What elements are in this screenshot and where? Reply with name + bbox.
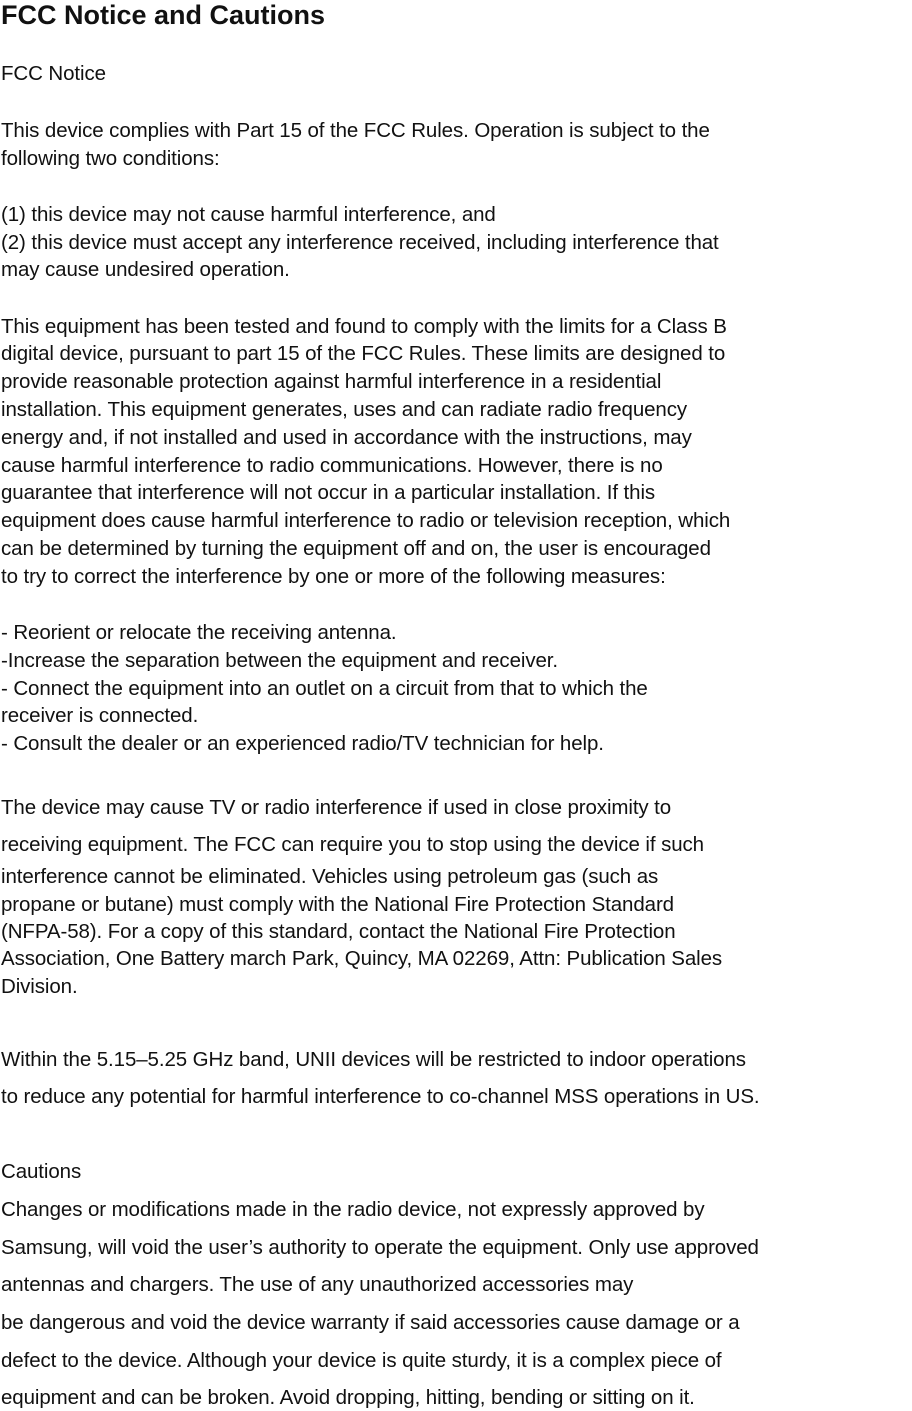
proximity-line: (NFPA-58). For a copy of this standard, contact the National Fire Protection	[1, 920, 676, 943]
equipment-line: digital device, pursuant to part 15 of the FCC Rules. These limits are designed to	[1, 342, 726, 365]
equipment-line: provide reasonable protection against harmful interference in a residential	[1, 370, 662, 393]
proximity-line: Association, One Battery march Park, Quincy, MA 02269, Attn: Publication Sales	[1, 947, 723, 970]
cautions-line: be dangerous and void the device warranty if said accessories cause damage or a	[1, 1311, 740, 1334]
condition-line: may cause undesired operation.	[1, 258, 290, 281]
equipment-line: guarantee that interference will not occur in a particular installation. If this	[1, 481, 656, 504]
equipment-line: can be determined by turning the equipment off and on, the user is encouraged	[1, 537, 711, 560]
proximity-line: interference cannot be eliminated. Vehicles using petroleum gas (such as	[1, 865, 659, 888]
fcc-notice-heading: FCC Notice	[1, 62, 106, 85]
cautions-line: equipment and can be broken. Avoid dropping, hitting, bending or sitting on it.	[1, 1386, 695, 1409]
intro-line: following two conditions:	[1, 147, 220, 170]
equipment-line: equipment does cause harmful interference to radio or television reception, which	[1, 509, 731, 532]
condition-line: (2) this device must accept any interference received, including interference that	[1, 231, 719, 254]
page-title: FCC Notice and Cautions	[1, 0, 326, 30]
condition-line: (1) this device may not cause harmful interference, and	[1, 203, 496, 226]
equipment-line: installation. This equipment generates, uses and can radiate radio frequency	[1, 398, 688, 421]
cautions-line: Changes or modifications made in the radio device, not expressly approved by	[1, 1198, 705, 1221]
measure-line: - Reorient or relocate the receiving antenna.	[1, 621, 397, 644]
measure-line: receiver is connected.	[1, 704, 199, 727]
measure-line: - Connect the equipment into an outlet on a circuit from that to which the	[1, 677, 648, 700]
measure-line: - Consult the dealer or an experienced radio/TV technician for help.	[1, 732, 604, 755]
cautions-heading: Cautions	[1, 1160, 82, 1183]
unii-line: to reduce any potential for harmful interference to co-channel MSS operations in US.	[1, 1085, 760, 1108]
cautions-line: Samsung, will void the user’s authority to operate the equipment. Only use approved	[1, 1236, 759, 1259]
proximity-line: receiving equipment. The FCC can require you to stop using the device if such	[1, 833, 704, 856]
measure-line: -Increase the separation between the equipment and receiver.	[1, 649, 558, 672]
equipment-line: cause harmful interference to radio communications. However, there is no	[1, 454, 663, 477]
equipment-line: This equipment has been tested and found to comply with the limits for a Class B	[1, 315, 727, 338]
equipment-line: energy and, if not installed and used in accordance with the instructions, may	[1, 426, 692, 449]
proximity-line: The device may cause TV or radio interference if used in close proximity to	[1, 796, 672, 819]
proximity-line: propane or butane) must comply with the National Fire Protection Standard	[1, 893, 674, 916]
cautions-line: antennas and chargers. The use of any unauthorized accessories may	[1, 1273, 634, 1296]
intro-line: This device complies with Part 15 of the FCC Rules. Operation is subject to the	[1, 119, 710, 142]
unii-line: Within the 5.15–5.25 GHz band, UNII devices will be restricted to indoor operations	[1, 1048, 746, 1071]
proximity-line: Division.	[1, 975, 78, 998]
equipment-line: to try to correct the interference by one or more of the following measures:	[1, 565, 666, 588]
cautions-line: defect to the device. Although your device is quite sturdy, it is a complex piece of	[1, 1349, 722, 1372]
